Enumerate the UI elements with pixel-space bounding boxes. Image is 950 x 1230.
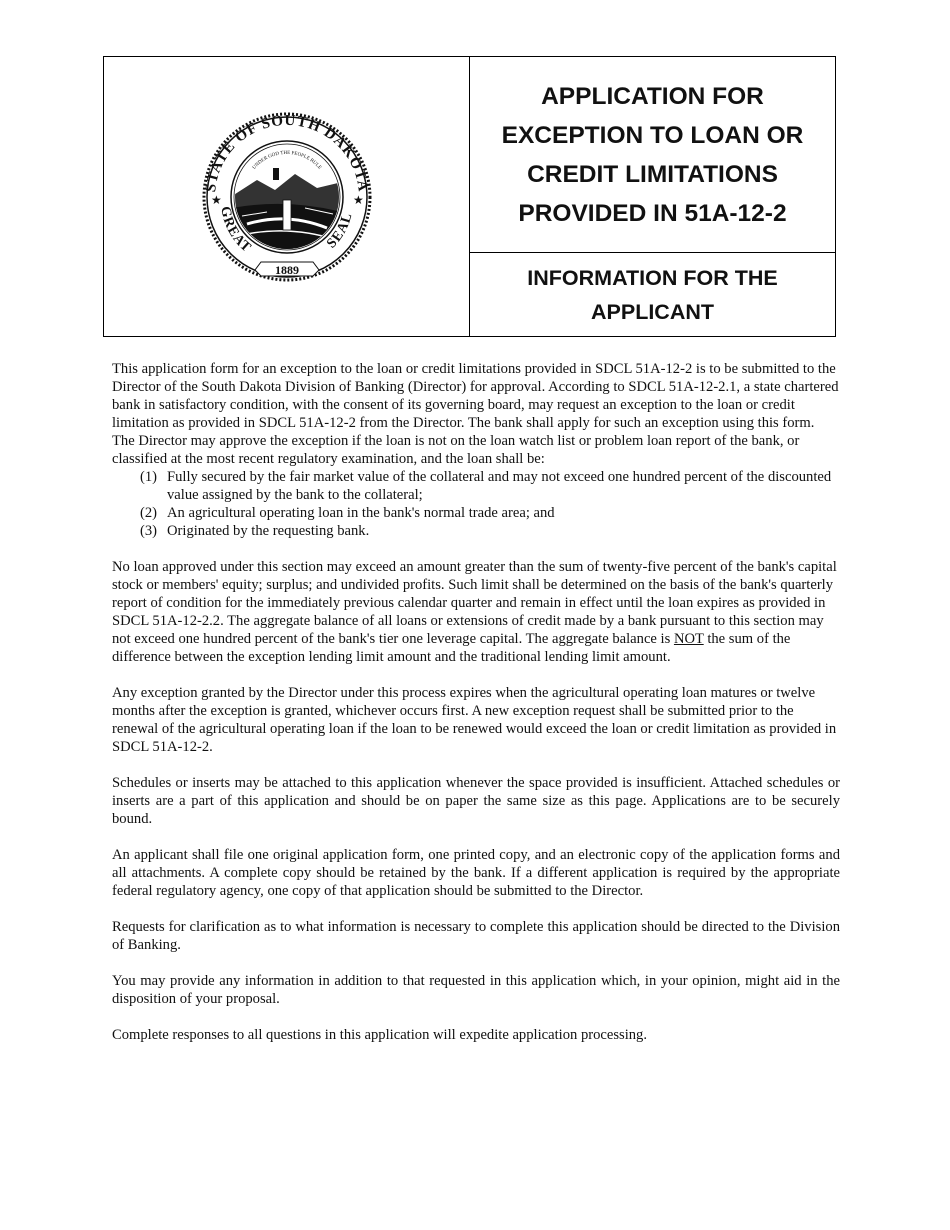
limit-text-before: No loan approved under this section may exceed an amount greater than the sum of twenty-five percent of the bank's capital stock or members' equity; surplus; and undivided profits. Such limit shall be determined on the basis of the bank's quarterly report of condition for the immediately previous calendar quarter and remain in effect until the loan expires as provided in SDCL 51A-12-2.2. The aggregate balance of all loans or extensions of credit made by a bank pursuant to this section may not exceed one hundred percent of the bank's tier one leverage capital. The aggregate balance is xyxy=(112,559,837,647)
list-item xyxy=(112,504,840,522)
limit-paragraph xyxy=(112,558,840,666)
seal-star-left: ★ xyxy=(210,192,222,207)
document-body xyxy=(112,360,840,1062)
document-title: APPLICATION FOR EXCEPTION TO LOAN OR CREDIT LIMITATIONS PROVIDED IN 51A-12-2 xyxy=(470,57,835,253)
seal-year: 1889 xyxy=(274,262,299,277)
list-item-number: (1) xyxy=(140,469,158,485)
schedules-paragraph: Schedules or inserts may be attached to this application whenever the space provided is insufficient. Attached schedules or inserts are a part of this application and should be on paper the same size as this page. Applications are to be securely bound. xyxy=(112,775,840,827)
filing-paragraph: An applicant shall file one original application form, one printed copy, and an electronic copy of the application forms and all attachments. A complete copy should be retained by the bank. If a different application is required by the appropriate federal regulatory agency, one copy of that application should be submitted to the Director. xyxy=(112,847,840,899)
additional-info-paragraph: You may provide any information in addition to that requested in this application which, in your opinion, might aid in the disposition of your proposal. xyxy=(112,973,840,1007)
loan-conditions-list xyxy=(112,468,840,540)
list-item-text: Fully secured by the fair market value of the collateral and may not exceed one hundred percent of the discounted value assigned by the bank to the collateral; xyxy=(167,469,832,503)
title-column xyxy=(470,57,835,336)
expiry-paragraph: Any exception granted by the Director under this process expires when the agricultural operating loan matures or twelve months after the exception is granted, whichever occurs first. A new exception request shall be submitted prior to the renewal of the agricultural operating loan if the loan to be renewed would exceed the loan or credit limitation as provided in SDCL 51A-12-2. xyxy=(112,685,837,755)
limit-text-after: the sum of the difference between the exception lending limit amount and the traditional lending limit amount. xyxy=(112,631,791,665)
intro-paragraph: This application form for an exception to the loan or credit limitations provided in SDCL 51A-12-2 is to be submitted to the Director of the South Dakota Division of Banking (Director) for approval. According to SDCL 51A-12-2.1, a state chartered bank in satisfactory condition, with the consent of its governing board, may request an exception to the loan or credit limitation as provided in SDCL 51A-12-2 from the Director. The bank shall apply for such an exception using this form. The Director may approve the exception if the loan is not on the loan watch list or problem loan report of the bank, or classified at the most recent regulatory examination, and the loan shall be: xyxy=(112,361,839,467)
header-box xyxy=(103,56,836,337)
limit-not-emphasis: NOT xyxy=(673,631,704,647)
complete-responses-paragraph: Complete responses to all questions in this application will expedite application processing. xyxy=(112,1027,648,1043)
list-item-number: (3) xyxy=(140,523,158,539)
state-seal xyxy=(187,112,387,282)
list-item-text: Originated by the requesting bank. xyxy=(167,523,370,539)
list-item xyxy=(112,468,840,504)
seal-scene xyxy=(232,142,342,252)
clarification-paragraph: Requests for clarification as to what information is necessary to complete this application should be directed to the Division of Banking. xyxy=(112,919,840,953)
seal-cell xyxy=(104,57,470,336)
seal-motto: UNDER GOD THE PEOPLE RULE xyxy=(251,150,322,171)
document-subtitle: INFORMATION FOR THE APPLICANT xyxy=(527,265,778,324)
seal-star-right: ★ xyxy=(352,192,364,207)
seal-right-text: SEAL xyxy=(323,210,356,252)
seal-top-text: STATE OF SOUTH DAKOTA xyxy=(202,112,371,193)
list-item-text: An agricultural operating loan in the bank's normal trade area; and xyxy=(167,505,555,521)
seal-left-text: GREAT xyxy=(216,204,254,256)
list-item-number: (2) xyxy=(140,505,158,521)
list-item xyxy=(112,522,840,540)
